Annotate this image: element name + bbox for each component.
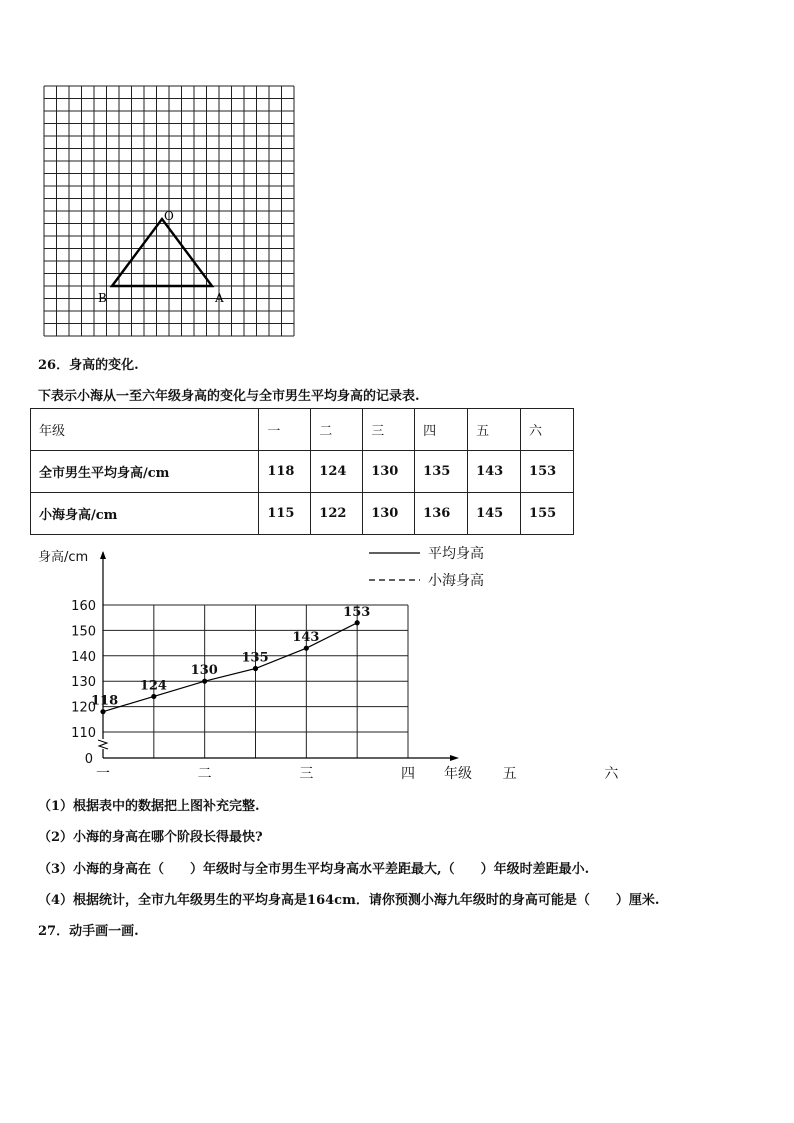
y-tick-label: 150: [71, 624, 96, 640]
table-header-cell: 二: [311, 409, 363, 451]
y-tick-label: 110: [71, 726, 96, 741]
x-tick-label: 六: [604, 766, 619, 782]
table-header-cell: 一: [259, 409, 311, 451]
q26-title: 26．身高的变化.: [38, 358, 139, 373]
label-a: A: [215, 291, 224, 305]
data-point: [253, 666, 258, 671]
data-point: [202, 679, 207, 684]
table-row-label: 小海身高/cm: [31, 493, 259, 535]
x-axis-arrow: [450, 755, 459, 761]
chart-series: [91, 605, 370, 714]
chart-ticks: [38, 549, 619, 782]
table-cell: 124: [311, 451, 363, 493]
sub-question-4-post: ．请你预测小海九年级时的身高可能是（ ）厘米.: [355, 893, 660, 908]
table-row: [31, 451, 574, 493]
table-cell: 143: [468, 451, 521, 493]
table-cell: 122: [311, 493, 363, 535]
data-label: 124: [139, 678, 167, 694]
data-label: 118: [91, 693, 119, 709]
table-cell: 130: [363, 451, 415, 493]
x-tick-label: 三: [299, 766, 314, 782]
q27-title: 27．动手画一画.: [38, 924, 139, 939]
y-tick-label: 0: [84, 752, 93, 767]
table-cell: 153: [521, 451, 574, 493]
height-line-chart: [30, 540, 619, 788]
x-tick-label: 四: [401, 766, 415, 782]
sub-question-3: （3）小海的身高在（ ）年级时与全市男生平均身高水平差距最大,（ ）年级时差距最小.: [38, 862, 590, 877]
data-point: [304, 646, 309, 651]
data-label: 143: [292, 630, 320, 646]
data-point: [100, 709, 105, 714]
y-tick-label: 120: [71, 700, 96, 716]
legend-label: 平均身高: [428, 546, 484, 562]
sub-question-4-num: 164cm: [307, 893, 356, 908]
x-axis-label: 年级: [444, 766, 472, 782]
table-cell: 135: [415, 451, 468, 493]
y-axis-arrow: [100, 551, 106, 559]
triangle-boa: [112, 219, 212, 286]
label-b: B: [98, 291, 107, 305]
data-label: 130: [190, 663, 218, 679]
x-tick-label: 一: [96, 766, 110, 782]
data-label: 135: [241, 650, 269, 666]
grid-figure: [40, 82, 298, 340]
height-record-table: [30, 408, 574, 535]
data-label: 153: [343, 604, 371, 620]
y-axis-label: 身高/cm: [38, 550, 89, 565]
x-tick-label: 二: [197, 766, 212, 782]
table-cell: 145: [468, 493, 521, 535]
table-row-label: 全市男生平均身高/cm: [31, 451, 259, 493]
x-tick-label: 五: [502, 766, 517, 782]
table-header-cell: 六: [521, 409, 574, 451]
data-point: [151, 694, 156, 699]
table-header-cell: 年级: [31, 409, 259, 451]
table-cell: 155: [521, 493, 574, 535]
sub-question-2: （2）小海的身高在哪个阶段长得最快?: [38, 830, 263, 845]
sub-question-4: [38, 889, 659, 908]
table-header-cell: 五: [468, 409, 521, 451]
y-tick-label: 140: [71, 649, 96, 665]
chart-legend: [369, 545, 484, 589]
table-cell: 118: [259, 451, 311, 493]
table-header-cell: 三: [363, 409, 415, 451]
table-row: [31, 493, 574, 535]
table-header-row: [31, 409, 574, 451]
sub-question-4-pre: （4）根据统计，全市九年级男生的平均身高是: [38, 893, 308, 908]
table-cell: 130: [363, 493, 415, 535]
table-cell: 136: [415, 493, 468, 535]
table-header-cell: 四: [415, 409, 468, 451]
data-point: [355, 620, 360, 625]
q26-intro: 下表示小海从一至六年级身高的变化与全市男生平均身高的记录表.: [38, 389, 420, 404]
sub-question-1: （1）根据表中的数据把上图补充完整.: [38, 799, 260, 814]
label-o: O: [164, 209, 174, 223]
legend-label: 小海身高: [428, 573, 484, 589]
table-cell: 115: [259, 493, 311, 535]
y-tick-label: 160: [71, 599, 96, 614]
y-tick-label: 130: [71, 675, 96, 691]
